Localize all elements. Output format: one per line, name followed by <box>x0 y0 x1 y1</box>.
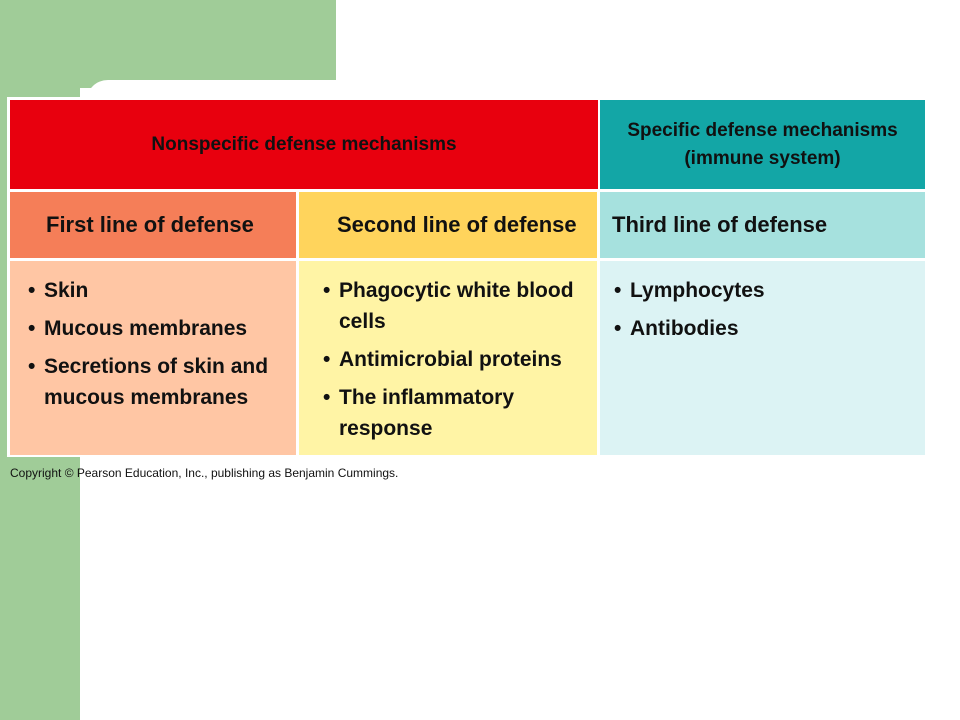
list-item: • Antimicrobial proteins <box>323 344 597 375</box>
copyright-notice: Copyright © Pearson Education, Inc., publishing as Benjamin Cummings. <box>10 466 399 480</box>
third-line-list <box>614 275 925 344</box>
first-line-title <box>10 192 296 258</box>
first-line-body <box>10 261 296 455</box>
list-item: • Mucous membranes <box>28 313 296 344</box>
second-line-list <box>323 275 597 444</box>
first-line-list <box>28 275 296 413</box>
second-line-title-text: Second line of defense <box>337 212 577 237</box>
specific-header-line1: Specific defense mechanisms <box>627 119 898 141</box>
specific-header-line2: (immune system) <box>684 147 841 169</box>
list-item: • Antibodies <box>614 313 925 344</box>
nonspecific-header-text: Nonspecific defense mechanisms <box>151 133 457 155</box>
slide-accent-top <box>0 0 336 88</box>
third-line-title-text: Third line of defense <box>612 212 828 237</box>
second-line-body <box>299 261 597 455</box>
third-line-body <box>600 261 925 455</box>
specific-header <box>600 100 925 189</box>
first-line-title-text: First line of defense <box>46 212 254 237</box>
third-line-title <box>600 192 925 258</box>
list-item: • Skin <box>28 275 296 306</box>
list-item: • Phagocytic white blood cells <box>323 275 597 337</box>
second-line-title <box>299 192 597 258</box>
list-item: • Lymphocytes <box>614 275 925 306</box>
list-item: • Secretions of skin and mucous membranes <box>28 351 296 413</box>
defense-mechanisms-table <box>7 97 928 457</box>
list-item: • The inflammatory response <box>323 382 597 444</box>
nonspecific-header <box>10 100 598 189</box>
